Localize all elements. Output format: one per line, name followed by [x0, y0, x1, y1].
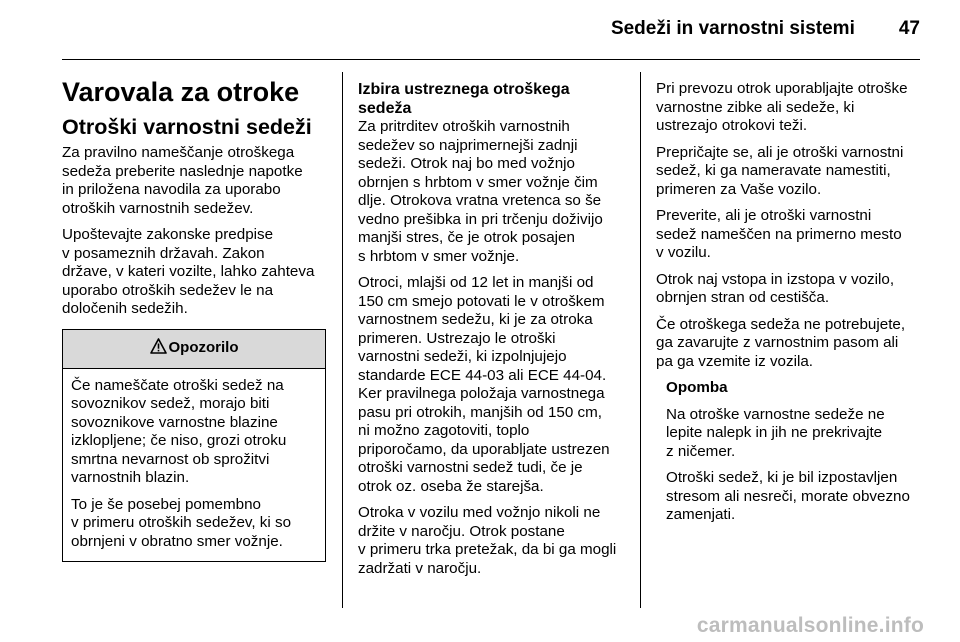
paragraph: Za pravilno nameščanje otroškega sedeža preberite naslednje napotke in priložena navodila za uporabo otroških varnostnih sedežev.	[62, 144, 303, 217]
paragraph: Če otroškega sedeža ne potrebujete, ga zavarujte z varnostnim pasom ali pa ga vzemite iz vozila.	[656, 315, 906, 370]
note-paragraph: Na otroške varnostne sedeže ne lepite nalepk in jih ne prekrivajte z ničemer.	[666, 405, 885, 460]
column-divider	[640, 72, 641, 608]
paragraph: Otroci, mlajši od 12 let in manjši od 150 cm smejo potovati le v otroškem varnostnem sedežu, ki je za otroka primeren. Ustrezajo le otroški varnostni sedeži, ki izpolnjujejo standarde ECE 44-03 ali ECE 44-04. Ker pravilnega položaja varnostnega pasu pri otrokih, manjših od 150 cm, ni možno zagotoviti, toplo priporočamo, da uporabljate ustrezen otroški varnostni sedež tudi, če je otrok oz. oseba že starejša.	[358, 274, 610, 495]
column-1	[62, 72, 327, 562]
warning-paragraph: Če nameščate otroški sedež na sovoznikov sedež, morajo biti sovoznikove varnostne blazine izklopljene; če niso, grozi otroku smrtna nevarnost ob sprožitvi varnostnih blazin.	[71, 376, 287, 486]
warning-body	[63, 369, 325, 562]
paragraph: Upoštevajte zakonske predpise v posameznih državah. Zakon države, v kateri vozilte, lahko zahteva uporabo otroških sedežev le na določenih sedežih.	[62, 226, 315, 317]
header-rule	[62, 59, 920, 60]
section-heading: Izbira ustreznega otroškega sedeža	[358, 81, 570, 117]
paragraph: Preverite, ali je otroški varnostni sedež nameščen na primerno mesto v vozilu.	[656, 207, 902, 261]
section-heading: Varovala za otroke	[62, 77, 300, 107]
watermark: carmanualsonline.info	[696, 614, 924, 637]
column-2	[358, 80, 630, 586]
subsection-heading: Otroški varnostni sedeži	[62, 115, 312, 139]
paragraph: Prepričajte se, ali je otroški varnostni sedež, ki ga nameravate namestiti, primeren za Vaše vozilo.	[656, 143, 904, 198]
header-title: Sedeži in varnostni sistemi	[610, 18, 855, 39]
note-paragraph: Otroški sedež, ki je bil izpostavljen stresom ali nesreči, morate obvezno zamenjati.	[666, 469, 910, 523]
column-divider	[342, 72, 343, 608]
paragraph: Otrok naj vstopa in izstopa v vozilo, obrnjen stran od cestišča.	[656, 270, 895, 306]
warning-title: Opozorilo	[168, 339, 239, 357]
note-title: Opomba	[666, 379, 728, 396]
column-3	[656, 80, 936, 533]
paragraph: Za pritrditev otroških varnostnih sedežev so najprimernejši zadnji sedeži. Otrok naj bo med vožnjo obrnjen s hrbtom v smer vožnje čim dlje. Otrokova vratna vretenca so še vedno prešibka in pri trčenju doživijo manjši stres, če je otrok posajen s hrbtom v smer vožnje.	[358, 118, 603, 265]
warning-triangle-icon	[150, 338, 167, 360]
warning-paragraph: To je še posebej pomembno v primeru otroških sedežev, ki so obrnjeni v obratno smer vožnje.	[71, 495, 292, 550]
warning-header	[63, 330, 325, 369]
page-number: 47	[898, 18, 920, 39]
paragraph: Otroka v vozilu med vožnjo nikoli ne držite v naročju. Otrok postane v primeru trka pretežak, da bi ga mogli zadržati v naročju.	[358, 504, 617, 577]
note-block	[656, 379, 936, 525]
warning-box	[62, 329, 326, 563]
paragraph: Pri prevozu otrok uporabljajte otroške varnostne zibke ali sedeže, ki ustrezajo otrokovi teži.	[656, 80, 908, 134]
page-header	[611, 18, 920, 40]
